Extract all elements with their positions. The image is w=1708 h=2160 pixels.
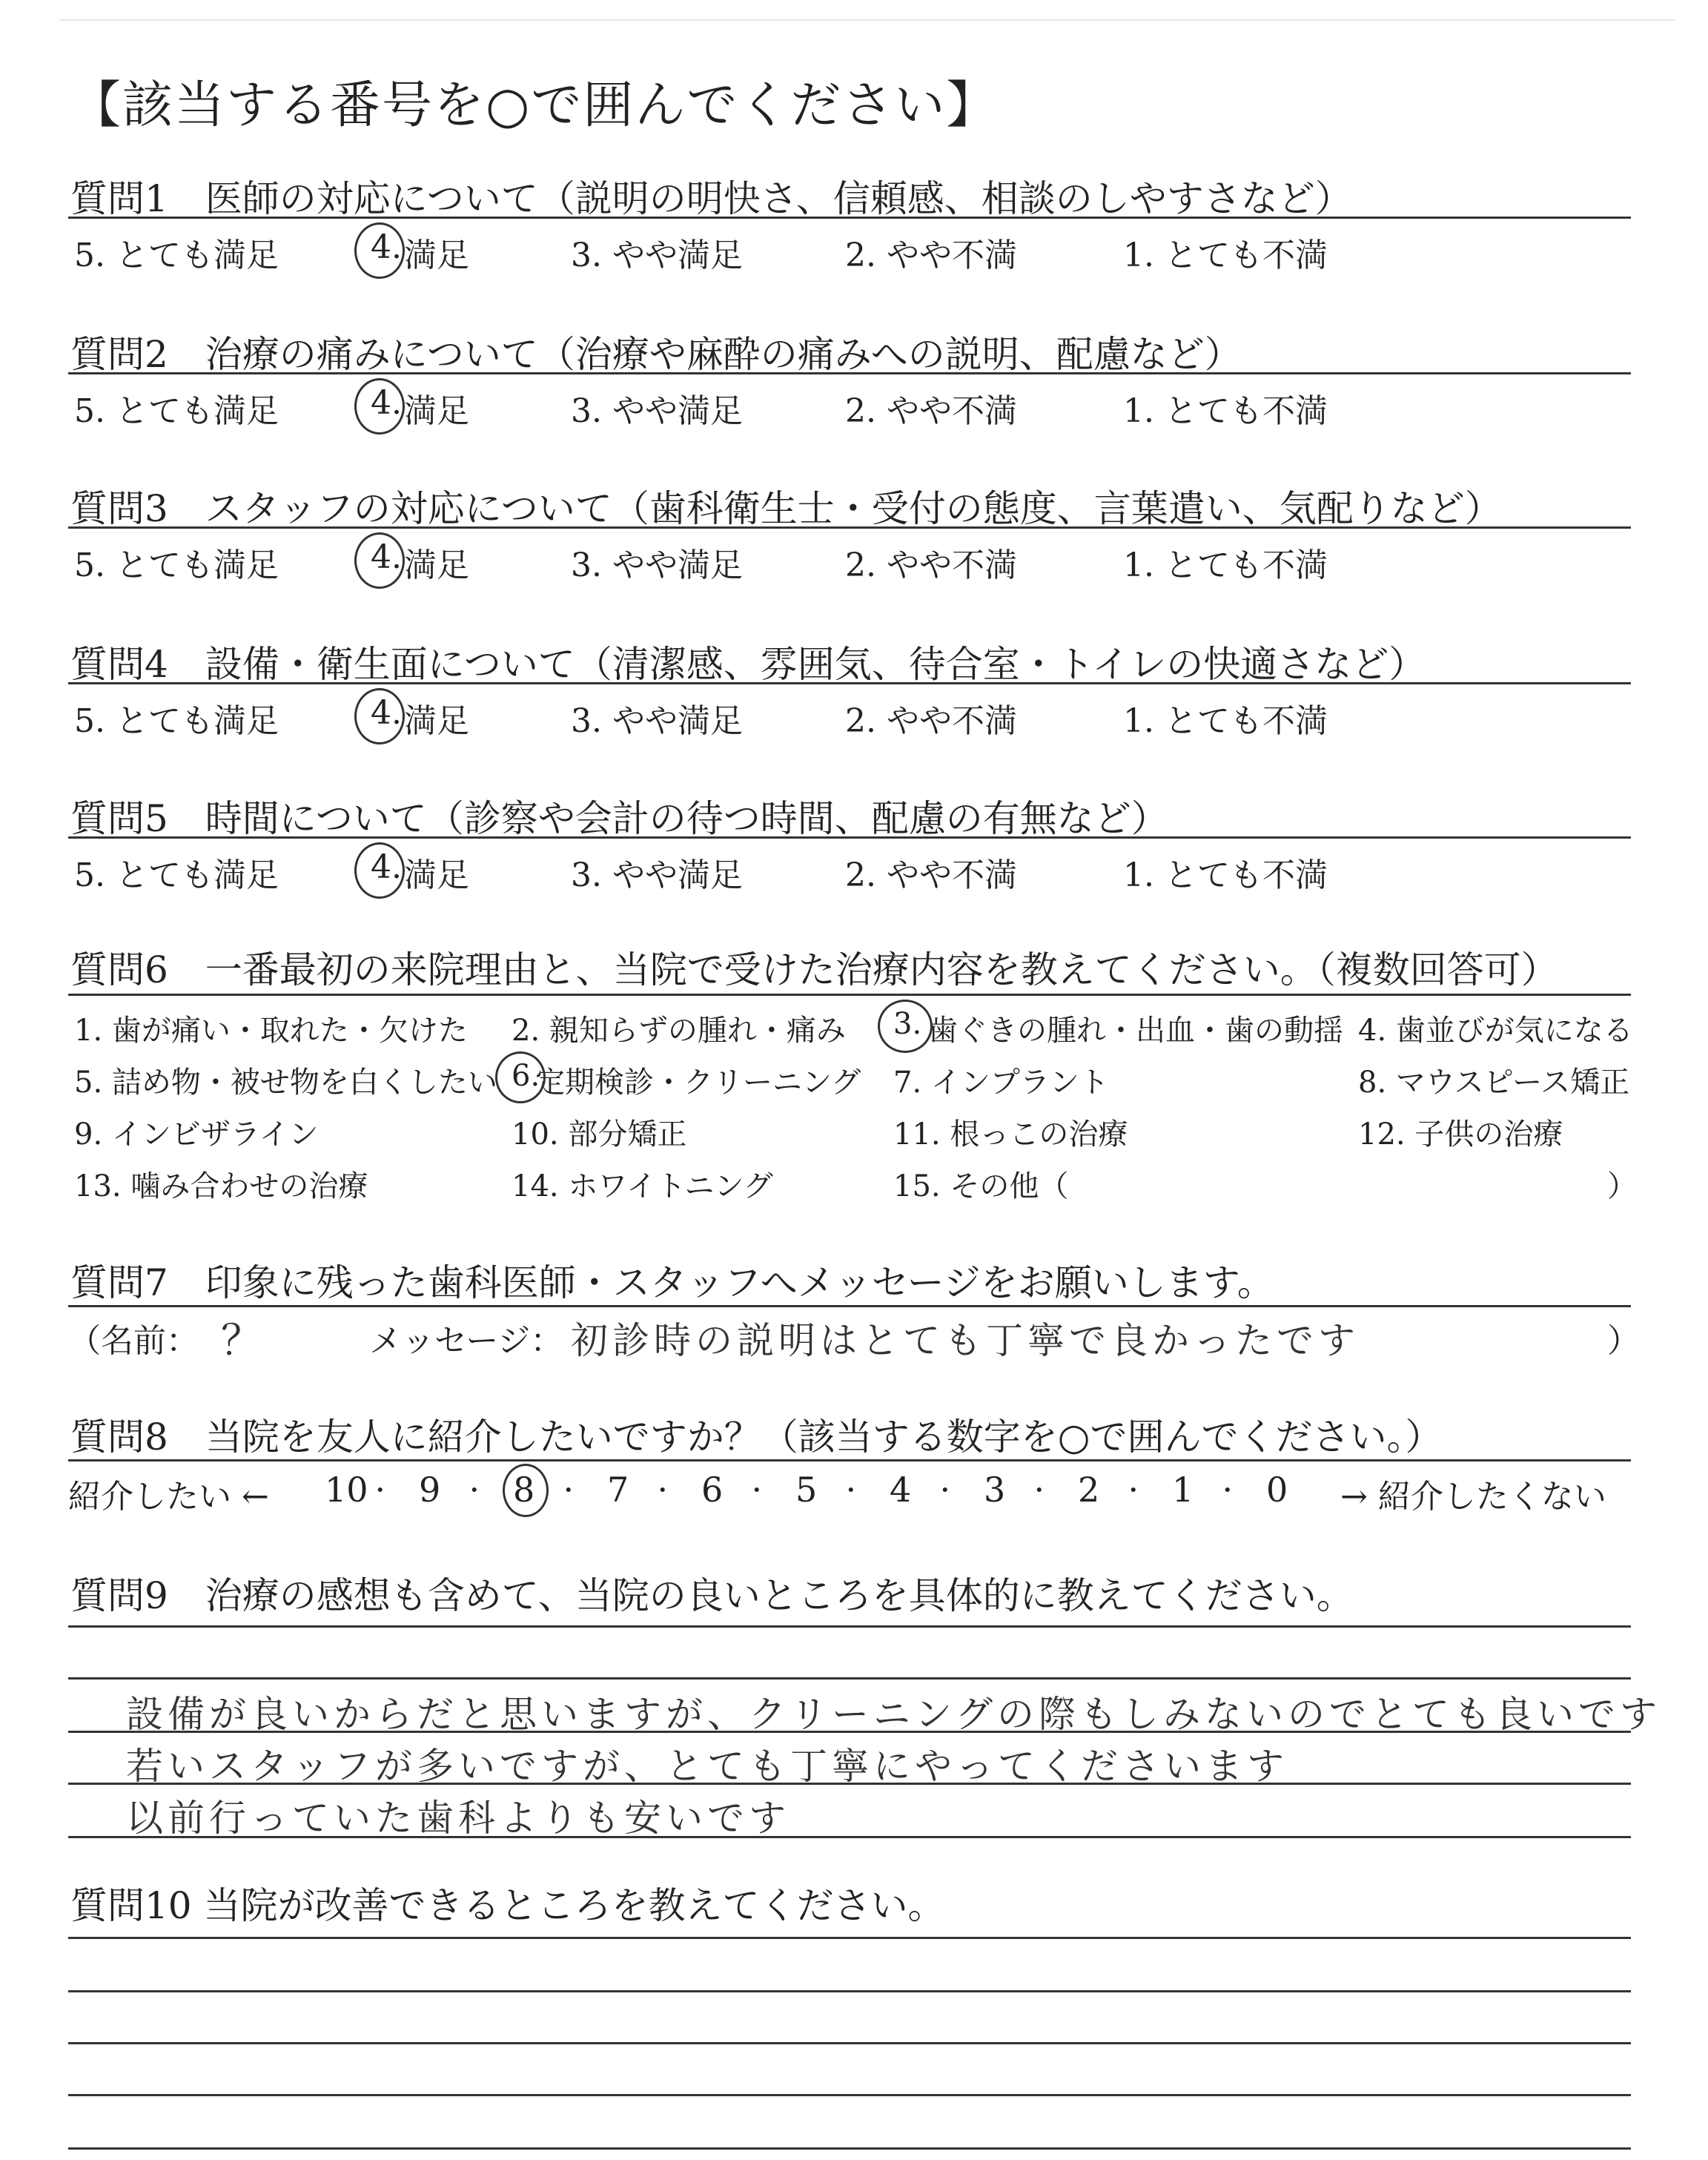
q8-scale-8[interactable]: 8: [513, 1470, 535, 1510]
q6-option-16[interactable]: 14. ホワイトニング: [512, 1169, 773, 1203]
q8-scale-1[interactable]: 1: [1172, 1470, 1194, 1510]
q6-option-11[interactable]: 9. インビザライン: [74, 1117, 319, 1152]
q5-opt-5[interactable]: 5. とても満足: [74, 856, 279, 894]
survey-header: 【該当する番号を○で囲んでください】: [70, 76, 999, 135]
q9-answer-line-3[interactable]: 以前行っていた歯科よりも安いです: [126, 1797, 790, 1840]
q2-opt-3[interactable]: 3. やや満足: [571, 392, 743, 430]
q8-scale-separator: ·: [1128, 1470, 1139, 1510]
q8-scale-10[interactable]: 10: [325, 1470, 368, 1510]
q2-title: 質問2 治療の痛みについて（治療や麻酔の痛みへの説明、配慮など）: [70, 333, 1242, 376]
q9-answer-line-2[interactable]: 若いスタッフが多いですが、とても丁寧にやってくださいます: [126, 1745, 1288, 1788]
q1-opt-4-label[interactable]: 満足: [404, 237, 469, 274]
q1-selection-circle: [354, 222, 405, 279]
q2-opt-4-number[interactable]: 4.: [371, 384, 402, 422]
q9-rule-4: [68, 1783, 1631, 1785]
q9-rule-5: [68, 1836, 1631, 1838]
q6-option-12[interactable]: 10. 部分矯正: [512, 1117, 687, 1152]
q10-title: 質問10 当院が改善できるところを教えてください。: [70, 1884, 945, 1927]
q2-selection-circle: [354, 378, 405, 435]
q6-option-18[interactable]: ）: [1607, 1169, 1637, 1203]
top-edge-line: [59, 19, 1675, 21]
q6-option-7[interactable]: 6.: [512, 1059, 540, 1093]
q3-title: 質問3 スタッフの対応について（歯科衛生士・受付の態度、言葉遣い、気配りなど）: [70, 487, 1502, 530]
q5-title: 質問5 時間について（診察や会計の待つ時間、配慮の有無など）: [70, 797, 1168, 840]
q5-opt-4-number[interactable]: 4.: [371, 848, 402, 886]
q3-opt-1[interactable]: 1. とても不満: [1123, 546, 1328, 584]
q5-selection-circle: [354, 842, 405, 899]
q8-selection-circle: [503, 1464, 549, 1517]
q8-scale-separator: ·: [845, 1470, 857, 1510]
q5-opt-4-label[interactable]: 満足: [404, 856, 469, 894]
q8-scale-separator: ·: [657, 1470, 669, 1510]
q10-rule-2: [68, 1990, 1631, 1992]
q9-rule-1: [68, 1625, 1631, 1628]
q8-right-label: → 紹介したくない: [1340, 1478, 1606, 1516]
q9-title: 質問9 治療の感想も含めて、当院の良いところを具体的に教えてください。: [70, 1574, 1354, 1617]
q6-option-10[interactable]: 8. マウスピース矯正: [1358, 1066, 1630, 1100]
q6-option-15[interactable]: 13. 噛み合わせの治療: [74, 1169, 368, 1203]
q4-opt-2[interactable]: 2. やや不満: [845, 702, 1017, 740]
q7-rule: [68, 1305, 1631, 1307]
q8-title: 質問8 当院を友人に紹介したいですか？（該当する数字を○で囲んでください。）: [70, 1416, 1443, 1459]
q5-opt-3[interactable]: 3. やや満足: [571, 856, 743, 894]
q6-option-3[interactable]: 3.: [893, 1007, 922, 1041]
q8-scale-3[interactable]: 3: [984, 1470, 1006, 1510]
q10-rule-3: [68, 2042, 1631, 2044]
q4-rule: [68, 682, 1631, 684]
q8-scale-separator: ·: [374, 1470, 386, 1510]
q1-opt-4-number[interactable]: 4.: [371, 228, 402, 266]
q5-opt-2[interactable]: 2. やや不満: [845, 856, 1017, 894]
q6-option-8[interactable]: 定期検診・クリーニング: [535, 1066, 861, 1100]
q7-name-value[interactable]: ？: [221, 1317, 267, 1365]
q1-opt-2[interactable]: 2. やや不満: [845, 237, 1017, 274]
q1-title: 質問1 医師の対応について（説明の明快さ、信頼感、相談のしやすさなど）: [70, 177, 1352, 220]
q9-answer-line-1[interactable]: 設備が良いからだと思いますが、クリーニングの際もしみないのでとても良いです: [126, 1693, 1661, 1736]
q3-selection-circle: [354, 532, 405, 589]
q5-opt-1[interactable]: 1. とても不満: [1123, 856, 1328, 894]
q3-opt-5[interactable]: 5. とても満足: [74, 546, 279, 584]
q6-selection-circle-1: [878, 1000, 933, 1053]
q1-rule: [68, 217, 1631, 219]
q4-opt-5[interactable]: 5. とても満足: [74, 702, 279, 740]
q10-rule-1: [68, 1937, 1631, 1939]
q6-option-17[interactable]: 15. その他（: [893, 1169, 1069, 1203]
q6-option-6[interactable]: 5. 詰め物・被せ物を白くしたい: [74, 1066, 497, 1100]
q8-scale-separator: ·: [939, 1470, 951, 1510]
q6-selection-circle-2: [495, 1051, 546, 1103]
q8-scale-separator: ·: [751, 1470, 763, 1510]
q7-message-value[interactable]: 初診時の説明はとても丁寧で良かったです: [571, 1319, 1360, 1362]
q4-opt-3[interactable]: 3. やや満足: [571, 702, 743, 740]
q3-rule: [68, 526, 1631, 529]
q9-rule-2: [68, 1677, 1631, 1680]
q4-opt-1[interactable]: 1. とても不満: [1123, 702, 1328, 740]
q7-title: 質問7 印象に残った歯科医師・スタッフへメッセージをお願いします。: [70, 1261, 1274, 1304]
q3-opt-2[interactable]: 2. やや不満: [845, 546, 1017, 584]
q4-title: 質問4 設備・衛生面について（清潔感、雰囲気、待合室・トイレの快適さなど）: [70, 643, 1426, 686]
q1-opt-5[interactable]: 5. とても満足: [74, 237, 279, 274]
q8-scale-0[interactable]: 0: [1266, 1470, 1288, 1510]
q9-rule-3: [68, 1731, 1631, 1733]
q6-option-2[interactable]: 2. 親知らずの腫れ・痛み: [512, 1014, 846, 1048]
q2-opt-5[interactable]: 5. とても満足: [74, 392, 279, 430]
q7-message-label: メッセージ：: [369, 1322, 563, 1360]
q6-option-5[interactable]: 4. 歯並びが気になる: [1358, 1014, 1633, 1048]
q8-scale-5[interactable]: 5: [795, 1470, 818, 1510]
q4-opt-4-label[interactable]: 満足: [404, 702, 469, 740]
q6-rule: [68, 994, 1631, 996]
q3-opt-4-number[interactable]: 4.: [371, 538, 402, 576]
q2-rule: [68, 372, 1631, 374]
q1-opt-1[interactable]: 1. とても不満: [1123, 237, 1328, 274]
q8-scale-4[interactable]: 4: [890, 1470, 912, 1510]
q2-opt-4-label[interactable]: 満足: [404, 392, 469, 430]
q8-scale-9[interactable]: 9: [419, 1470, 441, 1510]
q2-opt-2[interactable]: 2. やや不満: [845, 392, 1017, 430]
q6-option-14[interactable]: 12. 子供の治療: [1358, 1117, 1563, 1152]
q3-opt-4-label[interactable]: 満足: [404, 546, 469, 584]
q7-name-label: （名前：: [68, 1322, 199, 1360]
q3-opt-3[interactable]: 3. やや満足: [571, 546, 743, 584]
q8-scale-separator: ·: [563, 1470, 575, 1510]
q6-option-1[interactable]: 1. 歯が痛い・取れた・欠けた: [74, 1014, 468, 1048]
q8-scale-separator: ·: [1033, 1470, 1045, 1510]
q4-opt-4-number[interactable]: 4.: [371, 694, 402, 732]
q4-selection-circle: [354, 688, 405, 744]
q7-close-paren: ）: [1607, 1322, 1640, 1360]
q6-option-4[interactable]: 歯ぐきの腫れ・出血・歯の動揺: [928, 1014, 1343, 1048]
q8-scale-separator: ·: [1222, 1470, 1234, 1510]
q10-rule-4: [68, 2094, 1631, 2096]
q6-option-9[interactable]: 7. インプラント: [893, 1066, 1109, 1100]
q10-rule-5: [68, 2147, 1631, 2150]
q8-scale-7[interactable]: 7: [607, 1470, 629, 1510]
q6-title: 質問6 一番最初の来院理由と、当院で受けた治療内容を教えてください。（複数回答可）: [70, 948, 1558, 991]
q8-rule: [68, 1459, 1631, 1462]
q6-option-13[interactable]: 11. 根っこの治療: [893, 1117, 1128, 1152]
q8-scale-separator: ·: [469, 1470, 480, 1510]
q1-opt-3[interactable]: 3. やや満足: [571, 237, 743, 274]
q2-opt-1[interactable]: 1. とても不満: [1123, 392, 1328, 430]
q8-left-label: 紹介したい ←: [68, 1478, 269, 1516]
q8-scale-2[interactable]: 2: [1078, 1470, 1100, 1510]
q5-rule: [68, 836, 1631, 839]
q8-scale-6[interactable]: 6: [701, 1470, 724, 1510]
